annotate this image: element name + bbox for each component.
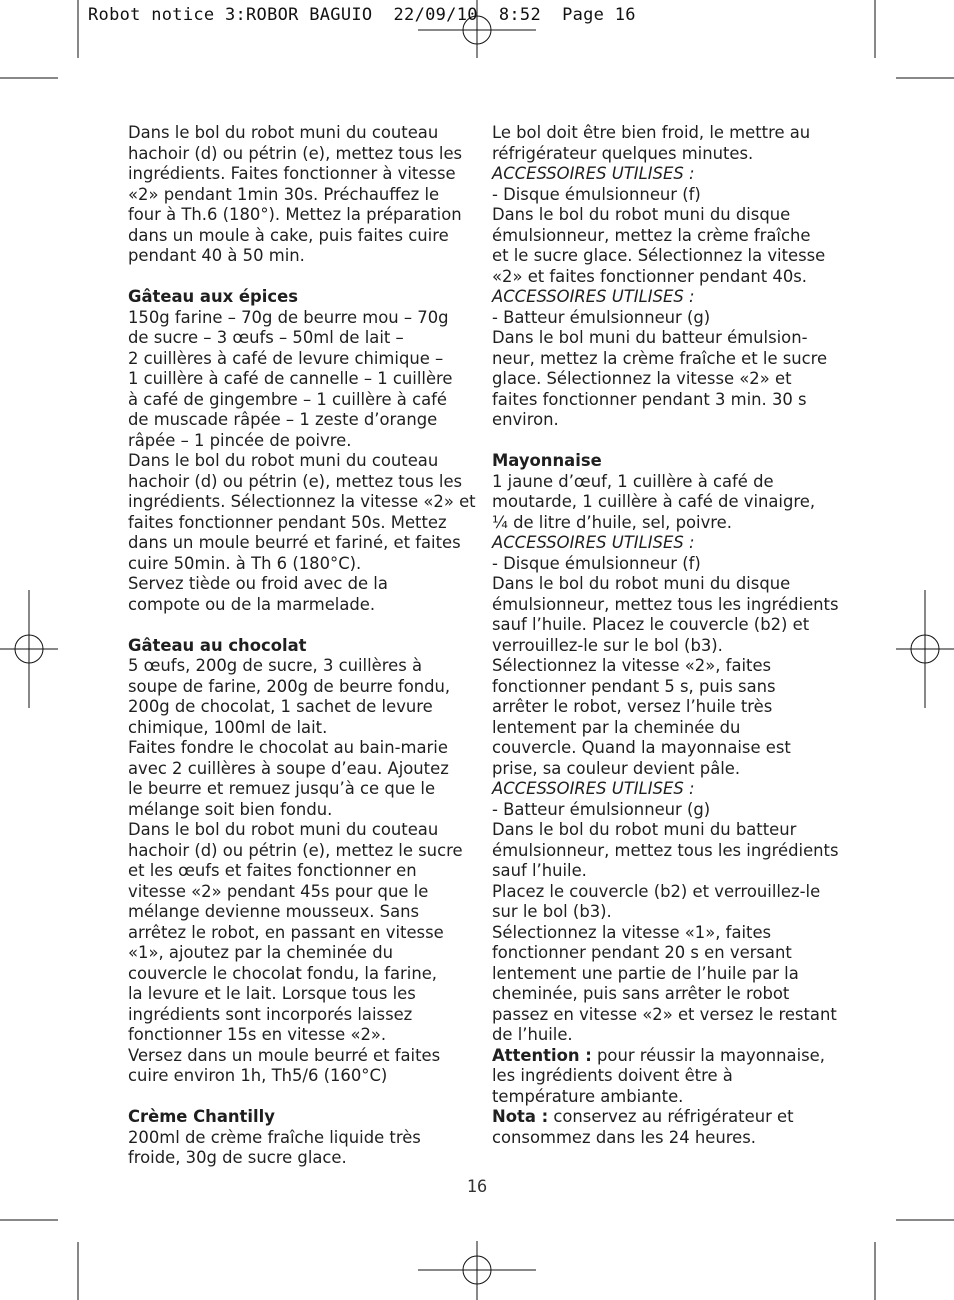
- text-line: fonctionner 15s en vitesse «2».: [128, 1025, 387, 1044]
- text-line: couvercle. Quand la mayonnaise est: [492, 738, 791, 757]
- text-line: ¼ de litre d’huile, sel, poivre.: [492, 512, 732, 532]
- text-line: avec 2 cuillères à soupe d’eau. Ajoutez: [128, 758, 449, 778]
- text-line: Dans le bol du robot muni du couteau: [128, 451, 439, 470]
- text-line: compote ou de la marmelade.: [128, 594, 376, 614]
- text-line: environ.: [492, 410, 559, 429]
- left-column-text: [128, 123, 476, 1169]
- recipe-heading: Gâteau au chocolat: [128, 635, 307, 655]
- text-line: fonctionner pendant 20 s en versant: [492, 943, 792, 962]
- text-line: Dans le bol du robot muni du disque: [492, 574, 791, 593]
- text-line: soupe de farine, 200g de beurre fondu,: [128, 676, 451, 696]
- text-line: 150g farine – 70g de beurre mou – 70g: [128, 307, 449, 327]
- text-line: le beurre et remuez jusqu’à ce que le: [128, 779, 436, 798]
- text-line: Le bol doit être bien froid, le mettre au: [492, 123, 811, 142]
- text-line: Dans le bol du robot muni du couteau: [128, 820, 439, 839]
- text-line: dans un moule beurré et fariné, et faites: [128, 533, 461, 552]
- text-line: [492, 1046, 837, 1067]
- text-line: Faites fondre le chocolat au bain-marie: [128, 738, 448, 757]
- text-line: prise, sa couleur devient pâle.: [492, 758, 741, 778]
- text-line: froide, 30g de sucre glace.: [128, 1148, 347, 1167]
- recipe-heading: Crème Chantilly: [128, 1107, 275, 1126]
- accessories-label: ACCESSOIRES UTILISES :: [492, 287, 695, 306]
- text-line: arrêter le robot, versez l’huile très: [492, 697, 773, 716]
- text-line: Sélectionnez la vitesse «2», faites: [492, 656, 772, 675]
- text-line: à café de gingembre – 1 cuillère à café: [128, 389, 447, 409]
- text-line: sauf l’huile.: [492, 861, 587, 880]
- text-line: 5 œufs, 200g de sucre, 3 cuillères à: [128, 656, 422, 675]
- text-line: Dans le bol du robot muni du batteur: [492, 820, 797, 839]
- text-line: lentement par la cheminée du: [492, 717, 741, 737]
- text-line: mélange soit bien fondu.: [128, 799, 333, 819]
- text-line: de l’huile.: [492, 1025, 573, 1044]
- text-line: et les œufs et faites fonctionner en: [128, 861, 417, 880]
- text-line: consommez dans les 24 heures.: [492, 1127, 756, 1147]
- text-line: sauf l’huile. Placez le couvercle (b2) et: [492, 615, 810, 634]
- text-line: émulsionneur, mettez tous les ingrédients: [492, 594, 839, 614]
- blank-line: [128, 615, 473, 636]
- text-run: pour réussir la mayonnaise,: [591, 1045, 825, 1065]
- text-line: la levure et le lait. Lorsque tous les: [128, 984, 416, 1003]
- text-line: température ambiante.: [492, 1086, 684, 1106]
- accessories-label: ACCESSOIRES UTILISES :: [492, 533, 695, 552]
- text-line: neur, mettez la crème fraîche et le sucre: [492, 348, 828, 368]
- text-line: couvercle le chocolat fondu, la farine,: [128, 963, 437, 983]
- text-line: [492, 1107, 837, 1128]
- text-line: mélange devienne mousseux. Sans: [128, 902, 420, 921]
- text-line: moutarde, 1 cuillère à café de vinaigre,: [492, 492, 816, 511]
- text-line: «2» et faites fonctionner pendant 40s.: [492, 266, 808, 286]
- blank-line: [492, 431, 837, 452]
- blank-line: [128, 267, 473, 288]
- text-line: Dans le bol du robot muni du couteau: [128, 123, 439, 142]
- text-line: ingrédients sont incorporés laissez: [128, 1004, 413, 1024]
- text-line: 200ml de crème fraîche liquide très: [128, 1127, 421, 1147]
- page-number: 16: [466, 1177, 488, 1197]
- text-line: râpée – 1 pincée de poivre.: [128, 430, 352, 450]
- text-line: hachoir (d) ou pétrin (e), mettez tous les: [128, 471, 463, 491]
- print-slug-line: Robot notice 3:ROBOR BAGUIO 22/09/10 8:52 Page 16: [88, 5, 636, 25]
- recipe-heading: Gâteau aux épices: [128, 287, 298, 306]
- text-line: Dans le bol du robot muni du disque: [492, 205, 791, 224]
- text-line: «2» pendant 1min 30s. Préchauffez le: [128, 184, 440, 204]
- text-run: conservez au réfrigérateur et: [548, 1107, 794, 1126]
- text-line: pendant 40 à 50 min.: [128, 246, 305, 265]
- text-line: et le sucre glace. Sélectionnez la vitesse: [492, 246, 826, 265]
- text-line: - Disque émulsionneur (f): [492, 553, 701, 573]
- text-line: Versez dans un moule beurré et faites: [128, 1045, 441, 1065]
- text-line: - Batteur émulsionneur (g): [492, 307, 711, 327]
- text-line: - Batteur émulsionneur (g): [492, 799, 711, 819]
- text-line: ingrédients. Faites fonctionner à vitesse: [128, 164, 456, 183]
- accessories-label: ACCESSOIRES UTILISES :: [492, 779, 695, 798]
- text-line: 1 jaune d’œuf, 1 cuillère à café de: [492, 471, 774, 491]
- text-line: 200g de chocolat, 1 sachet de levure: [128, 697, 433, 716]
- text-line: réfrigérateur quelques minutes.: [492, 143, 754, 163]
- text-line: sur le bol (b3).: [492, 902, 612, 921]
- text-line: émulsionneur, mettez tous les ingrédients: [492, 840, 839, 860]
- text-line: hachoir (d) ou pétrin (e), mettez tous les: [128, 143, 463, 163]
- accessories-label: ACCESSOIRES UTILISES :: [492, 164, 695, 183]
- text-line: passez en vitesse «2» et versez le restant: [492, 1004, 837, 1024]
- text-line: - Disque émulsionneur (f): [492, 184, 701, 204]
- text-line: four à Th.6 (180°). Mettez la préparation: [128, 205, 462, 224]
- text-line: 2 cuillères à café de levure chimique –: [128, 348, 444, 368]
- text-line: de sucre – 3 œufs – 50ml de lait –: [128, 328, 404, 347]
- text-line: fonctionner pendant 5 s, puis sans: [492, 676, 776, 696]
- text-line: verrouillez-le sur le bol (b3).: [492, 635, 723, 655]
- text-line: Sélectionnez la vitesse «1», faites: [492, 922, 772, 942]
- text-line: Servez tiède ou froid avec de la: [128, 574, 388, 593]
- text-line: arrêtez le robot, en passant en vitesse: [128, 922, 444, 942]
- text-line: Placez le couvercle (b2) et verrouillez-le: [492, 881, 821, 901]
- text-line: émulsionneur, mettez la crème fraîche: [492, 225, 811, 245]
- recipe-heading: Mayonnaise: [492, 451, 602, 470]
- text-line: «1», ajoutez par la cheminée du: [128, 943, 394, 962]
- right-column-text: [492, 123, 837, 1148]
- text-line: vitesse «2» pendant 45s pour que le: [128, 881, 429, 901]
- text-line: 1 cuillère à café de cannelle – 1 cuillère: [128, 369, 453, 388]
- text-line: faites fonctionner pendant 3 min. 30 s: [492, 389, 807, 409]
- text-line: glace. Sélectionnez la vitesse «2» et: [492, 369, 792, 388]
- text-line: hachoir (d) ou pétrin (e), mettez le sucre: [128, 840, 463, 860]
- text-line: les ingrédients doivent être à: [492, 1066, 733, 1085]
- text-line: Dans le bol muni du batteur émulsion-: [492, 328, 808, 347]
- text-line: chimique, 100ml de lait.: [128, 717, 328, 737]
- text-line: de muscade râpée – 1 zeste d’orange: [128, 410, 438, 429]
- blank-line: [128, 1087, 473, 1108]
- text-line: cuire environ 1h, Th5/6 (160°C): [128, 1066, 388, 1085]
- text-line: faites fonctionner pendant 50s. Mettez: [128, 512, 447, 532]
- text-line: ingrédients. Sélectionnez la vitesse «2» et: [128, 492, 476, 511]
- text-line: cuire 50min. à Th 6 (180°C).: [128, 553, 362, 573]
- text-line: dans un moule à cake, puis faites cuire: [128, 225, 449, 245]
- text-line: cheminée, puis sans arrêter le robot: [492, 984, 790, 1003]
- text-line: lentement une partie de l’huile par la: [492, 963, 799, 983]
- bold-lead: Nota :: [492, 1107, 549, 1126]
- bold-lead: Attention :: [492, 1045, 592, 1065]
